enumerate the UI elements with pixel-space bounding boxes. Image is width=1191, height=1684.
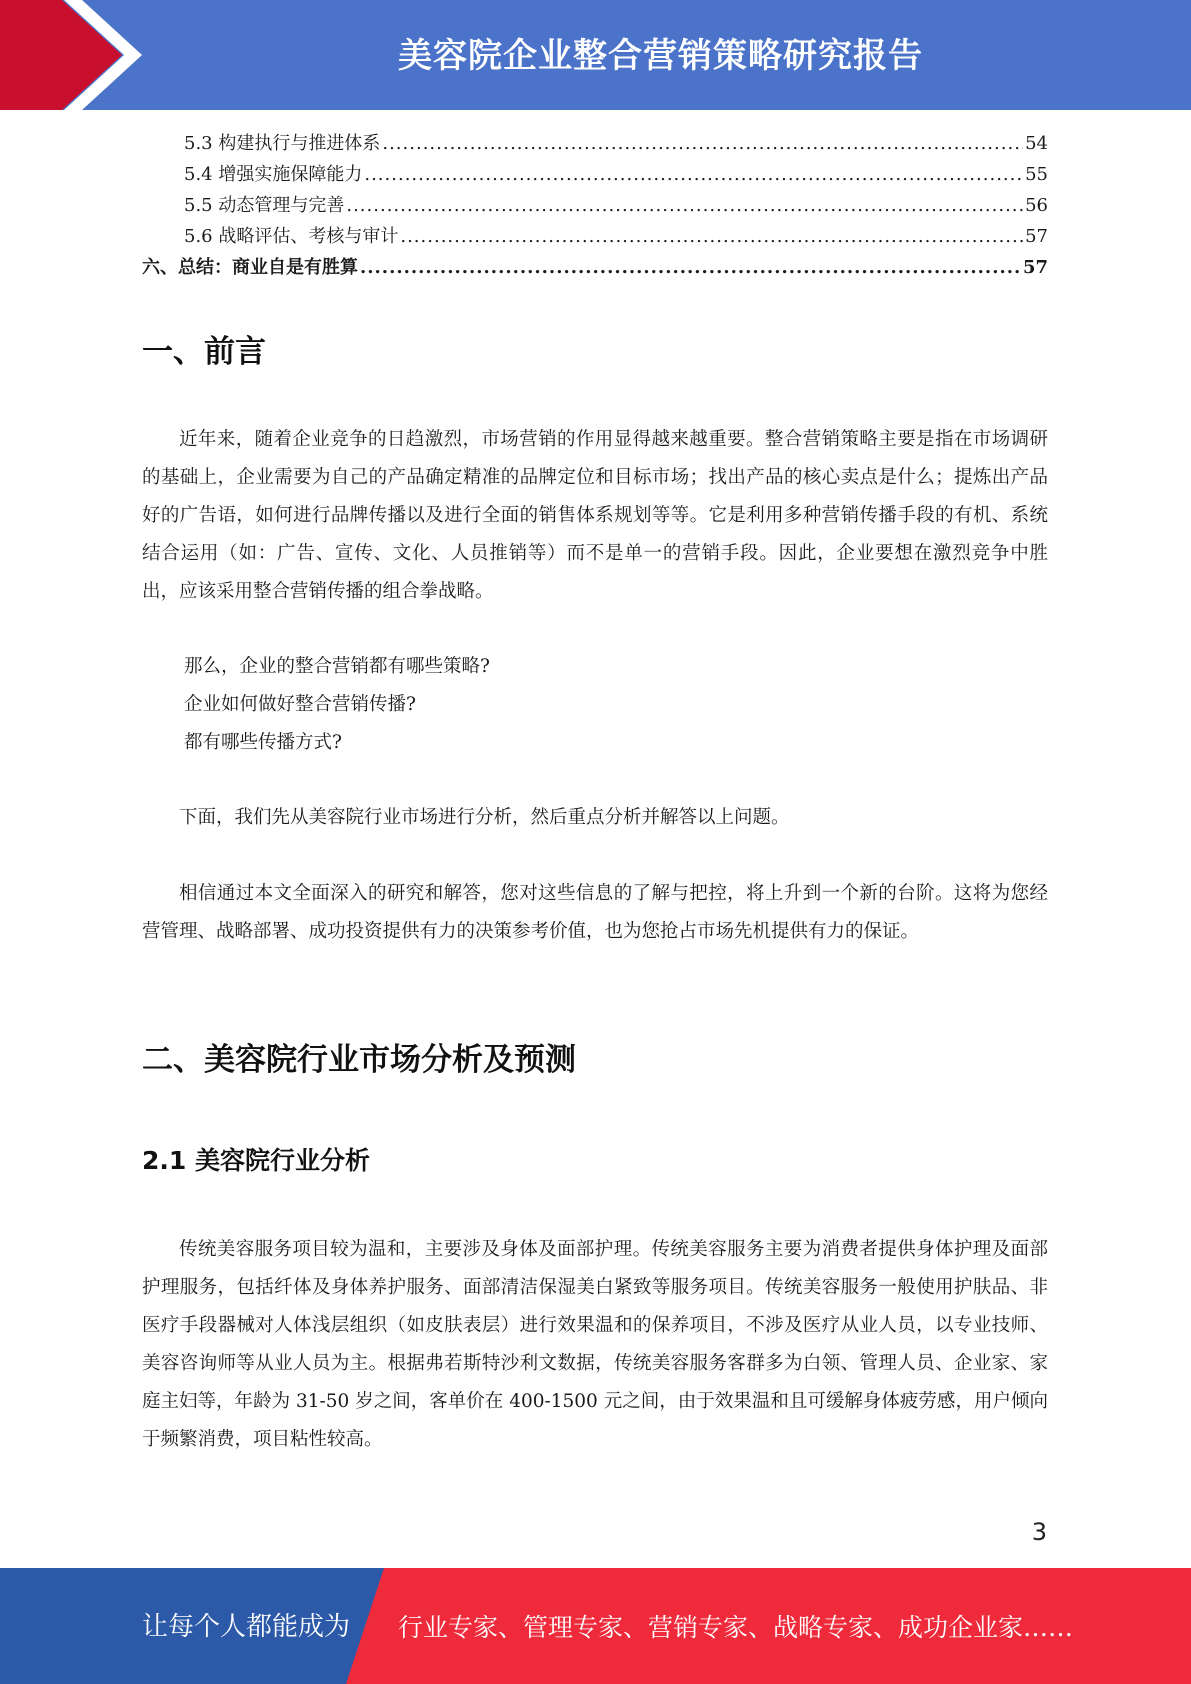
page-footer [0, 1568, 1191, 1684]
section-heading-preface: 一、前言 [142, 334, 266, 370]
preface-paragraph-2: 下面，我们先从美容院行业市场进行分析，然后重点分析并解答以上问题。 [179, 807, 790, 828]
toc-entry[interactable] [142, 159, 1048, 190]
question-line: 那么，企业的整合营销都有哪些策略? [184, 656, 490, 677]
toc-entry[interactable] [142, 128, 1048, 159]
toc-entry-page: 57 [1022, 257, 1048, 278]
toc-entry-page: 55 [1025, 164, 1048, 185]
toc-entry-page: 54 [1025, 133, 1048, 154]
preface-paragraph-1: 近年来，随着企业竞争的日趋激烈，市场营销的作用显得越来越重要。整合营销策略主要是指在市场调研的基础上，企业需要为自己的产品确定精准的品牌定位和目标市场；找出产品的核心卖点是什么；提炼出产品好的广告语，如何进行品牌传播以及进行全面的销售体系规划等等。它是利用多种营销传播手段的有机、系统结合运用（如：广告、宣传、文化、人员推销等）而不是单一的营销手段。因此，企业要想在激烈竞争中胜出，应该采用整合营销传播的组合拳战略。 [142, 429, 1048, 602]
toc-leader-dots [382, 128, 1023, 159]
question-line: 都有哪些传播方式? [184, 732, 342, 753]
toc-leader-dots [346, 190, 1023, 221]
question-line: 企业如何做好整合营销传播? [184, 694, 416, 715]
preface-paragraph-3: 相信通过本文全面深入的研究和解答，您对这些信息的了解与把控，将上升到一个新的台阶。这将为您经营管理、战略部署、成功投资提供有力的决策参考价值，也为您抢占市场先机提供有力的保证。 [142, 883, 1048, 942]
toc-entry-label: 5.5 动态管理与完善 [184, 195, 345, 216]
table-of-contents [142, 128, 1048, 283]
report-title: 美容院企业整合营销策略研究报告 [398, 36, 923, 76]
toc-entry[interactable] [142, 252, 1048, 283]
page-header [0, 0, 1191, 110]
toc-entry-page: 57 [1025, 226, 1048, 247]
toc-entry-label: 六、总结：商业自是有胜算 [142, 257, 358, 278]
toc-entry-label: 5.4 增强实施保障能力 [184, 164, 363, 185]
section-heading-market-analysis: 二、美容院行业市场分析及预测 [142, 1042, 576, 1078]
toc-leader-dots [360, 252, 1021, 283]
toc-entry-label: 5.6 战略评估、考核与审计 [184, 226, 399, 247]
toc-entry[interactable] [142, 190, 1048, 221]
page-number: 3 [1031, 1518, 1047, 1546]
footer-slogan-right: 行业专家、管理专家、营销专家、战略专家、成功企业家…… [398, 1613, 1074, 1642]
industry-analysis-paragraph: 传统美容服务项目较为温和，主要涉及身体及面部护理。传统美容服务主要为消费者提供身体护理及面部护理服务，包括纤体及身体养护服务、面部清洁保湿美白紧致等服务项目。传统美容服务一般使用护肤品、非医疗手段器械对人体浅层组织（如皮肤表层）进行效果温和的保养项目，不涉及医疗从业人员，以专业技师、美容咨询师等从业人员为主。根据弗若斯特沙利文数据，传统美容服务客群多为白领、管理人员、企业家、家庭主妇等，年龄为 31-50 岁之间，客单价在 400-1500 元之间，由于效果温和且可缓解身体疲劳感，用户倾向于频繁消费，项目粘性较高。 [142, 1239, 1048, 1450]
toc-leader-dots [364, 159, 1023, 190]
toc-entry[interactable] [142, 221, 1048, 252]
toc-leader-dots [400, 221, 1023, 252]
footer-slogan-left: 让每个人都能成为 [142, 1612, 351, 1642]
toc-entry-label: 5.3 构建执行与推进体系 [184, 133, 381, 154]
toc-entry-page: 56 [1025, 195, 1048, 216]
subsection-heading-industry-analysis: 2.1 美容院行业分析 [142, 1146, 370, 1175]
